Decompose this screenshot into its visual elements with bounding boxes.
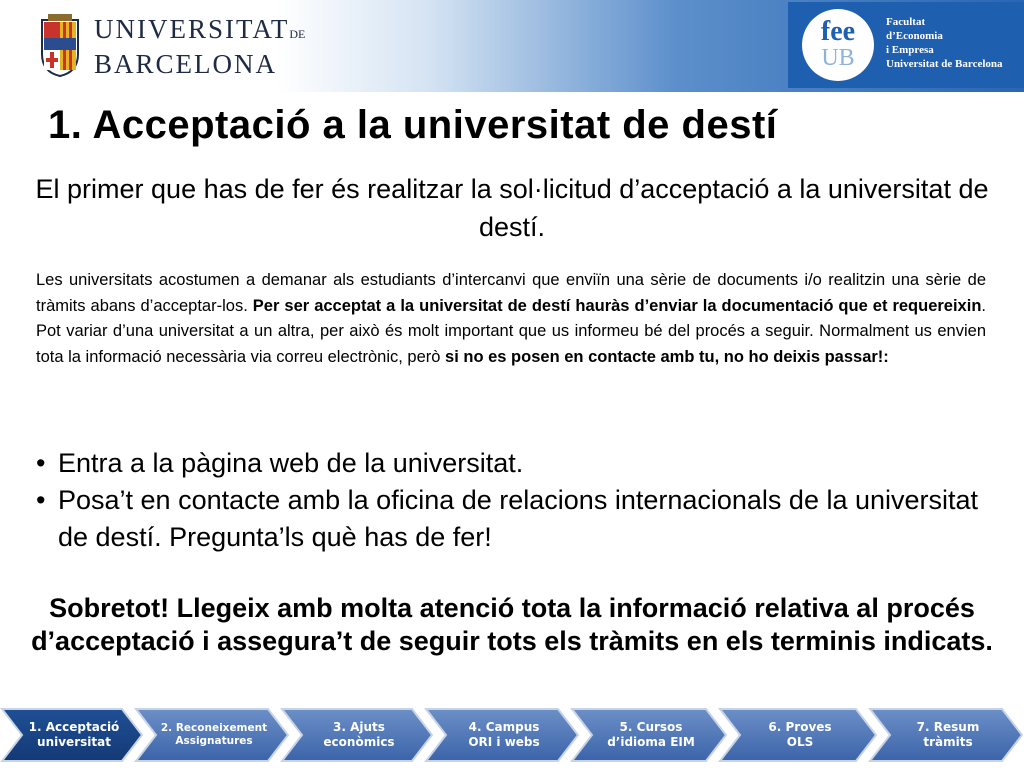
university-shield-icon bbox=[38, 14, 82, 78]
faculty-emblem bbox=[802, 9, 874, 81]
step-6-proves[interactable]: 6. Proves OLS bbox=[768, 720, 832, 749]
faculty-emblem-bottom: UB bbox=[821, 45, 855, 71]
faculty-emblem-top: fee bbox=[820, 16, 856, 47]
faculty-logo[interactable] bbox=[788, 2, 1024, 88]
page-title: 1. Acceptació a la universitat de destí bbox=[48, 103, 778, 147]
university-name-de: DE bbox=[289, 26, 306, 41]
list-item: • Entra a la pàgina web de la universitat. bbox=[36, 445, 996, 482]
step-3-ajuts[interactable]: 3. Ajuts econòmics bbox=[323, 720, 395, 749]
page-subtitle: El primer que has de fer és realitzar la sol·licitud d’acceptació a la universitat de destí. bbox=[35, 174, 989, 242]
faculty-caption: Facultat d’Economia i Empresa Universitat de Barcelona bbox=[886, 16, 1003, 70]
body-bold-1: Per ser acceptat a la universitat de destí hauràs d’enviar la documentació que et requereixin bbox=[252, 296, 982, 315]
header-banner bbox=[0, 0, 1024, 92]
university-name-line2: BARCELONA bbox=[94, 48, 278, 79]
body-bold-2: si no es posen en contacte amb tu, no ho deixis passar!: bbox=[445, 347, 889, 366]
action-list bbox=[36, 445, 996, 556]
body-text-2: . Pot variar d’una universitat a un altra, per això és molt important que us informeu bé del procés a seguir. Normalment us envien tota la informació necessària via correu electrònic, però bbox=[36, 296, 986, 366]
university-name-line1: UNIVERSITAT bbox=[94, 13, 290, 44]
step-1-acceptacio[interactable]: 1. Acceptació universitat bbox=[28, 720, 120, 749]
body-paragraph bbox=[36, 268, 986, 370]
university-logo[interactable] bbox=[38, 12, 305, 80]
step-navigation bbox=[0, 703, 1024, 768]
step-4-campus[interactable]: 4. Campus ORI i webs bbox=[468, 720, 540, 749]
step-7-resum[interactable]: 7. Resum tràmits bbox=[916, 720, 980, 749]
body-text-1: Les universitats acostumen a demanar als estudiants d’intercanvi que enviïn una sèrie de documents i/o realitzin una sèrie de tràmits abans d’acceptar-los. bbox=[36, 271, 986, 315]
university-name bbox=[94, 14, 305, 79]
callout-warning: Sobretot! Llegeix amb molta atenció tota la informació relativa al procés d’acceptació i assegura’t de seguir tots els tràmits en els terminis indicats. bbox=[31, 593, 993, 656]
step-2-reconeixement[interactable]: 2. Reconeixement Assignatures bbox=[160, 722, 268, 747]
step-5-cursos[interactable]: 5. Cursos d’idioma EIM bbox=[607, 720, 695, 749]
list-item: • Posa’t en contacte amb la oficina de relacions internacionals de la universitat de destí. Pregunta’ls què has de fer! bbox=[36, 482, 996, 556]
